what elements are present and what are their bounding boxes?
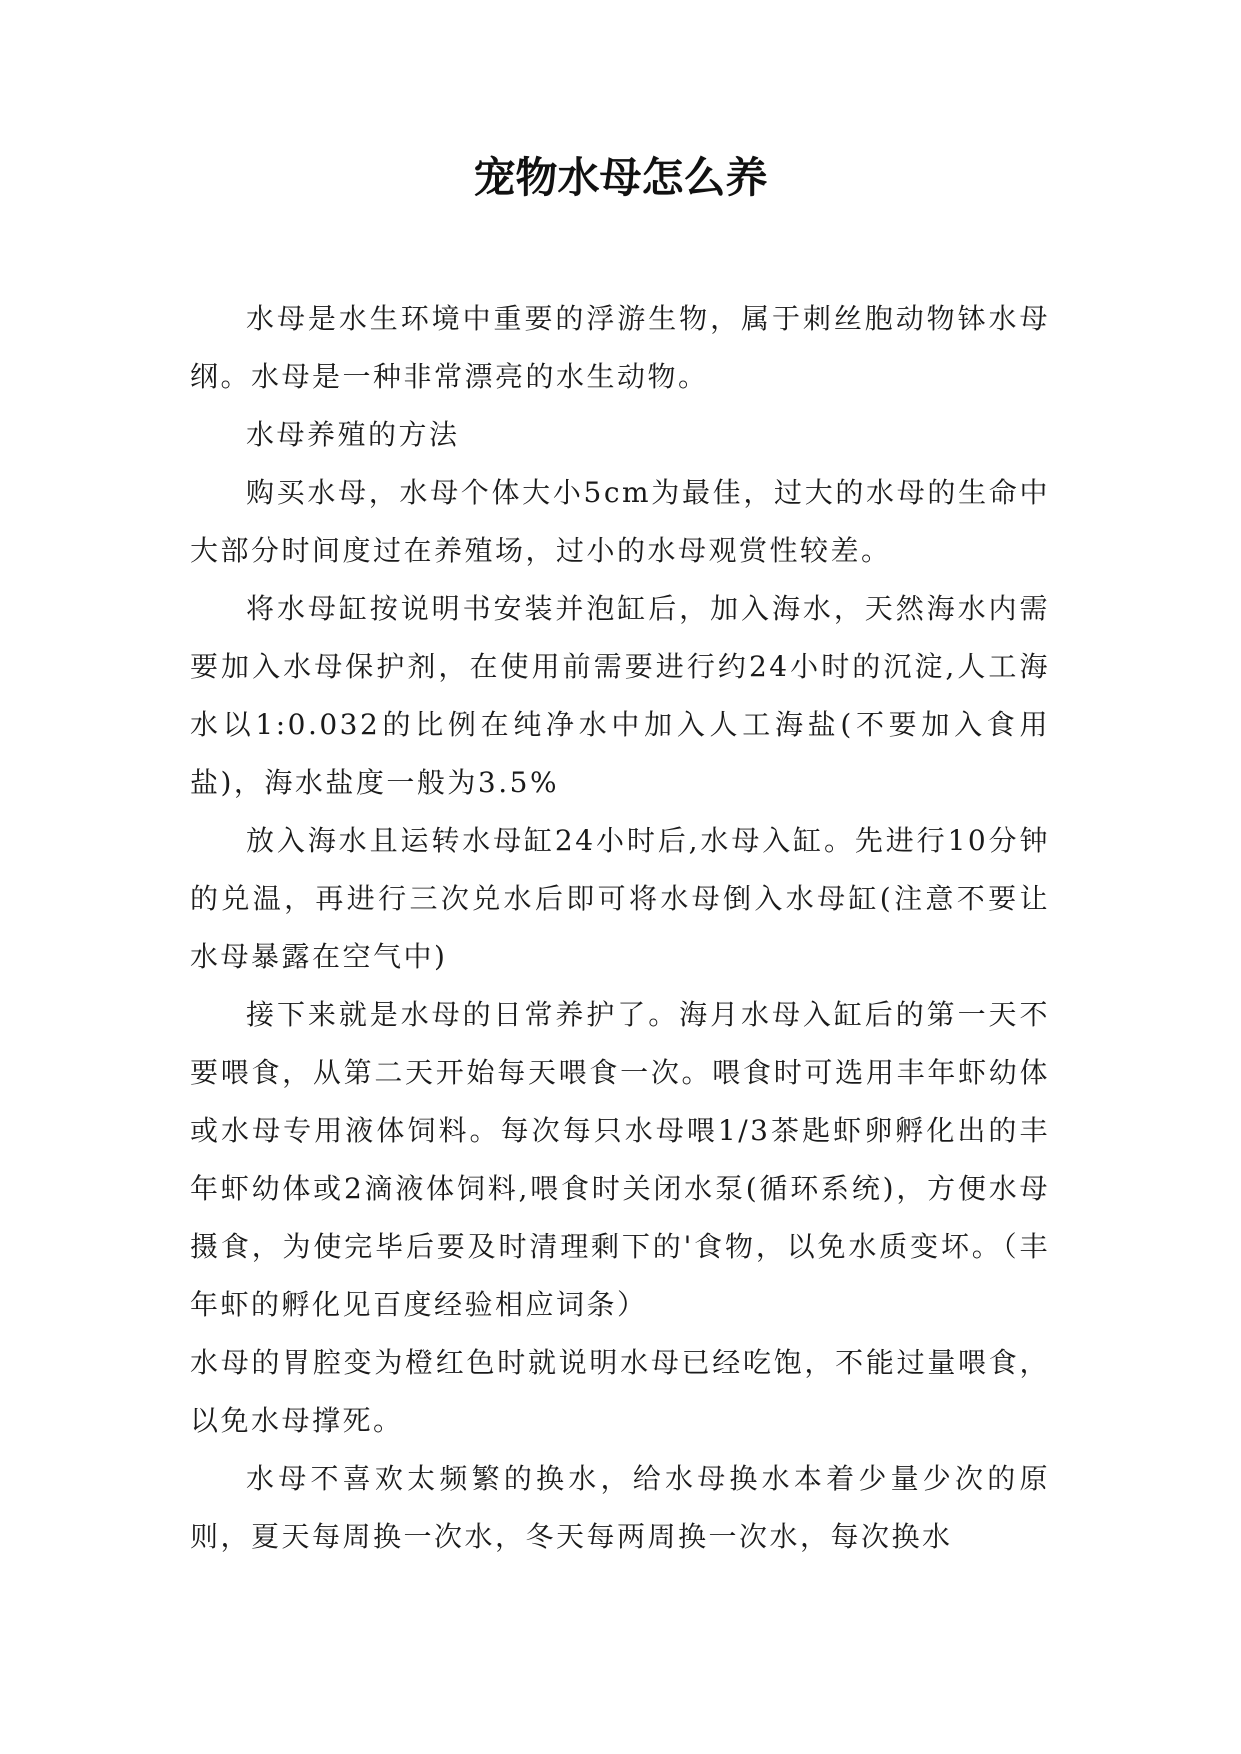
paragraph-introduce-jellyfish: 放入海水且运转水母缸24小时后,水母入缸。先进行10分钟的兑温，再进行三次兑水后即可将水母倒入水母缸(注意不要让水母暴露在空气中) — [190, 824, 1050, 973]
paragraph-water-change: 水母不喜欢太频繁的换水，给水母换水本着少量少次的原则，夏天每周换一次水，冬天每两周换一次水，每次换水 — [190, 1462, 1050, 1553]
paragraph-buy-jellyfish: 购买水母，水母个体大小5cm为最佳，过大的水母的生命中大部分时间度过在养殖场，过小的水母观赏性较差。 — [190, 476, 1050, 567]
document-body — [190, 290, 1050, 1566]
paragraph-daily-care: 接下来就是水母的日常养护了。海月水母入缸后的第一天不要喂食，从第二天开始每天喂食一次。喂食时可选用丰年虾幼体或水母专用液体饲料。每次每只水母喂1/3茶匙虾卵孵化出的丰年虾幼体或2滴液体饲料,喂食时关闭水泵(循环系统)，方便水母摄食，为使完毕后要及时清理剩下的'食物，以免水质变坏。（丰年虾的孵化见百度经验相应词条） — [190, 998, 1050, 1321]
paragraph-overfeeding-warning: 水母的胃腔变为橙红色时就说明水母已经吃饱，不能过量喂食，以免水母撑死。 — [190, 1346, 1050, 1437]
paragraph-method-heading: 水母养殖的方法 — [246, 418, 460, 451]
paragraph-tank-setup: 将水母缸按说明书安装并泡缸后，加入海水，天然海水内需要加入水母保护剂，在使用前需要进行约24小时的沉淀,人工海水以1:0.032的比例在纯净水中加入人工海盐(不要加入食用盐)，海水盐度一般为3.5% — [190, 592, 1050, 799]
paragraph-intro: 水母是水生环境中重要的浮游生物，属于刺丝胞动物钵水母纲。水母是一种非常漂亮的水生动物。 — [190, 302, 1050, 393]
document-title: 宠物水母怎么养 — [473, 153, 768, 202]
